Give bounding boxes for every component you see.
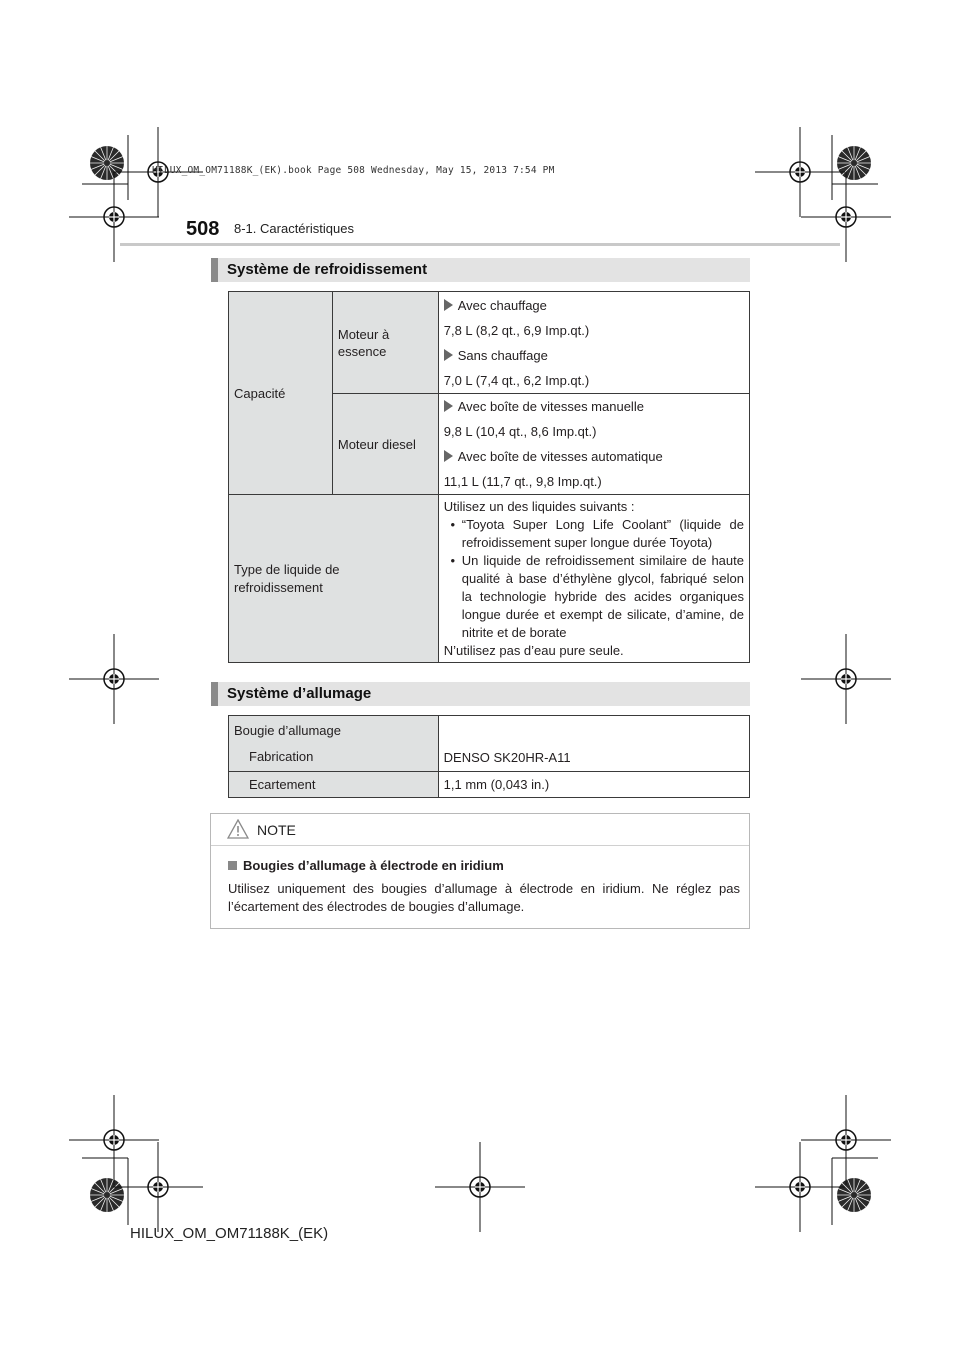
diesel-capacity-cell: Avec boîte de vitesses manuelle 9,8 L (10,4 qt., 8,6 Imp.qt.) Avec boîte de vitesses automatique 11,1 L (11,7 qt., 9,8 Imp.qt.) (438, 394, 749, 495)
header-rule (120, 243, 840, 246)
section-title: 8-1. Caractéristiques (234, 221, 354, 236)
cooling-table (228, 291, 750, 663)
arrow-icon (444, 450, 453, 462)
gasoline-engine-label: Moteur à essence (332, 292, 438, 394)
note-title: NOTE (257, 822, 296, 838)
note-box (210, 813, 750, 929)
spark-plug-cell (229, 716, 439, 772)
coolant-type-label: Type de liquide de refroidissement (229, 495, 439, 663)
warning-icon (227, 819, 249, 839)
cooling-heading: Système de refroidissement (211, 258, 750, 282)
gap-label: Ecartement (229, 772, 439, 798)
manufacturer-label: Fabrication (249, 749, 314, 764)
page-number: 508 (186, 218, 220, 240)
note-item-text: Utilisez uniquement des bougies d’allumage à électrode en iridium. Ne réglez pas l’écartement des électrodes de bougies d’allumage. (228, 881, 740, 914)
gasoline-capacity-cell: Avec chauffage 7,8 L (8,2 qt., 6,9 Imp.qt.) Sans chauffage 7,0 L (7,4 qt., 6,2 Imp.qt.) (438, 292, 749, 394)
note-item-title: Bougies d’allumage à électrode en iridium (228, 858, 504, 873)
spark-plug-label: Bougie d’allumage (234, 723, 341, 738)
note-header (211, 814, 749, 846)
capacity-label: Capacité (229, 292, 333, 495)
arrow-icon (444, 400, 453, 412)
footer-doc-code: HILUX_OM_OM71188K_(EK) (130, 1225, 329, 1242)
diesel-engine-label: Moteur diesel (332, 394, 438, 495)
coolant-type-cell: Utilisez un des liquides suivants : • “Toyota Super Long Life Coolant” (liquide de refroidissement super longue durée Toyota) • Un liquide de refroidissement similaire de haute qualité à base d’éthylène glycol, fabriqué selon la technologie hybride des acides organiques longue durée et exempt de silicate, d’amine, de nitrite et de borate N’utilisez pas d’eau pure seule. (438, 495, 749, 663)
arrow-icon (444, 299, 453, 311)
ignition-table (228, 715, 750, 798)
manufacturer-value: DENSO SK20HR-A11 (438, 716, 749, 772)
ignition-heading: Système d’allumage (211, 682, 750, 706)
arrow-icon (444, 349, 453, 361)
gap-value: 1,1 mm (0,043 in.) (438, 772, 749, 798)
print-header: HILUX_OM_OM71188K_(EK).book Page 508 Wednesday, May 15, 2013 7:54 PM (152, 165, 555, 176)
square-bullet-icon (228, 861, 237, 870)
